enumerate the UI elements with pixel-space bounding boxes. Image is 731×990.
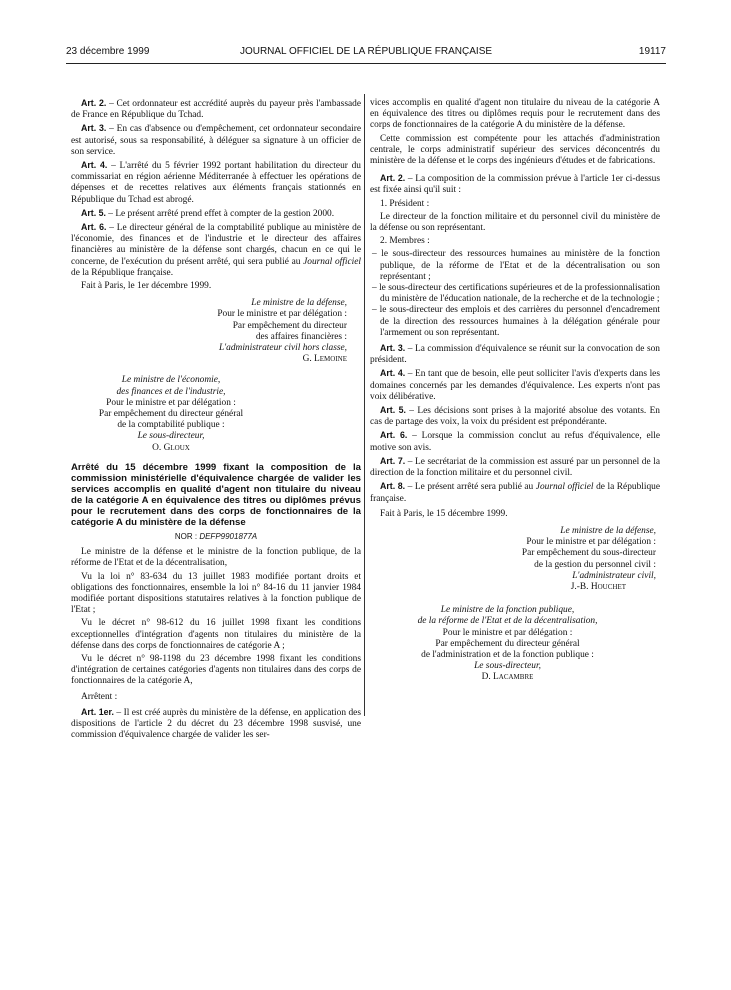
right-column [370, 98, 660, 684]
article-4-right: Art. 4. – En tant que de besoin, elle peut solliciter l'avis d'experts dans les domaines concernés par les demandes d'équivalence. Les experts n'ont pas voix délibérative. [370, 368, 660, 402]
list-item: – le sous-directeur des ressources humaines au ministère de la fonction publique, de la réforme de l'Etat et de la décentralisation ou son représentant ; [372, 249, 660, 282]
header-date: 23 décembre 1999 [66, 46, 150, 57]
done-at: Fait à Paris, le 1er décembre 1999. [81, 281, 212, 292]
commission-competence: Cette commission est compétente pour les attachés d'administration centrale, le corps administratif supérieur des services déconcentrés du ministère de la défense et le corps des ingénieurs d'études et de fabrications. [370, 133, 660, 167]
signature-block-defense: Le ministre de la défense, Pour le ministre et par délégation : Par empêchement du directeur des affaires financières : L'administrateur civil hors classe, G. Lemoine [217, 298, 347, 365]
left-column [71, 98, 361, 743]
article-4: Art. 4. – L'arrêté du 5 février 1992 portant habilitation du directeur du commissariat en région aérienne Méditerranée à effectuer les opérations de dépenses et de recettes relatives aux éléments français stationnés en République du Tchad est abrogé. [71, 160, 361, 205]
article-5: Art. 5. – Le présent arrêté prend effet à compter de la gestion 2000. [81, 207, 335, 219]
list-item: – le sous-directeur des emplois et des carrières du personnel d'encadrement de la direction des ressources humaines à la délégation générale pour l'armement ou son représentant. [372, 305, 660, 338]
president-heading: 1. Président : [380, 198, 430, 209]
header-page-number: 19117 [638, 46, 666, 57]
article-3: Art. 3. – En cas d'absence ou d'empêchement, cet ordonnateur secondaire est autorisé, sous sa responsabilité, à déléguer sa signature à un officier de son service. [71, 123, 361, 157]
visa-intro: Le ministre de la défense et le ministre de la fonction publique, de la réforme de l'Etat et de la décentralisation, [71, 547, 361, 569]
nor-reference: NOR : DEFP9901877A [174, 531, 258, 541]
list-item: – le sous-directeur des certifications supérieures et de la professionnalisation du ministère de l'éducation nationale, de la recherche et de la technologie ; [372, 283, 660, 305]
article-1-continued: vices accomplis en qualité d'agent non titulaire du niveau de la catégorie A en équivalence des titres ou diplômes requis pour le recrutement dans des corps de fonctionnaires de la catégorie A du ministère de la défense. [370, 98, 660, 131]
article-2-composition: Art. 2. – La composition de la commission prévue à l'article 1er ci-dessus est fixée ainsi qu'il suit : [370, 173, 661, 196]
column-divider [364, 94, 365, 716]
members-list [370, 249, 660, 339]
article-5-right: Art. 5. – Les décisions sont prises à la majorité absolue des votants. En cas de partage des voix, la voix du président est prépondérante. [370, 405, 660, 428]
header-rule [66, 63, 666, 64]
header-title: JOURNAL OFFICIEL DE LA RÉPUBLIQUE FRANÇAISE [239, 46, 493, 57]
article-7-right: Art. 7. – Le secrétariat de la commission est assuré par un personnel de la direction de la fonction militaire et du personnel civil. [370, 455, 660, 479]
visa-loi: Vu la loi n° 83-634 du 13 juillet 1983 modifiée portant droits et obligations des fonctionnaires, ensemble la loi n° 84-16 du 11 janvier 1984 modifiée portant dispositions statutaires relatives à la fonction publique de l'Etat ; [71, 571, 361, 616]
membres-heading: 2. Membres : [380, 236, 430, 247]
arrete-title: Arrêté du 15 décembre 1999 fixant la composition de la commission ministérielle d'équivalence chargée de valider les services accomplis en qualité d'agent non titulaire du niveau de la catégorie A en équivalence des titres ou diplômes prévus pour le recrutement dans des corps de fonctionnaires de la catégorie A du ministère de la défense [71, 461, 361, 528]
signature-block-economie: Le ministre de l'économie, des finances et de l'industrie, Pour le ministre et par délégation : Par empêchement du directeur général de la comptabilité publique : Le sous-directeur, O. Gloux [98, 375, 244, 453]
signature-block-defense-right: Le ministre de la défense, Pour le ministre et par délégation : Par empêchement du sous-directeur de la gestion du personnel civil : L'administrateur civil, J.-B. Houchet [521, 525, 656, 592]
done-at-right: Fait à Paris, le 15 décembre 1999. [380, 508, 508, 519]
article-1: Art. 1er. – Il est créé auprès du ministère de la défense, en application des dispositions de l'article 2 du décret du 23 décembre 1998 susvisé, une commission d'équivalence chargée de valider les ser- [71, 706, 361, 741]
signature-block-fonction-publique: Le ministre de la fonction publique, de la réforme de l'Etat et de la décentralisation, Pour le ministre et par délégation : Par empêchement du directeur général de l'administration et de la fonction publique : Le sous-directeur, D. Lacambre [417, 605, 598, 683]
president-text: Le directeur de la fonction militaire et du personnel civil du ministère de la défense ou son représentant. [370, 211, 660, 234]
article-6-right: Art. 6. – Lorsque la commission conclut au refus d'équivalence, elle motive son avis. [370, 430, 660, 453]
arretent: Arrêtent : [81, 691, 118, 702]
article-8-right: Art. 8. – Le présent arrêté sera publié au Journal officiel de la République française. [370, 481, 660, 504]
visa-decret-98-612: Vu le décret n° 98-612 du 16 juillet 1998 fixant les conditions exceptionnelles d'intégration d'agents non titulaires du ministère de la défense dans des corps de fonctionnaires de catégorie A ; [71, 618, 361, 651]
page-header [66, 46, 666, 62]
article-3-right: Art. 3. – La commission d'équivalence se réunit sur la convocation de son président. [370, 343, 660, 366]
article-6: Art. 6. – Le directeur général de la comptabilité publique au ministère de l'économie, des finances et de l'industrie et le directeur des affaires financières au ministère de la défense sont chargés, chacun en ce qui le concerne, de l'exécution du présent arrêté, qui sera publié au Journal officiel de la République française. [71, 222, 361, 278]
visa-decret-98-1198: Vu le décret n° 98-1198 du 23 décembre 1998 fixant les conditions d'intégration de certaines catégories d'agents non titulaires dans des corps de fonctionnaires de la catégorie A, [71, 653, 361, 687]
article-2: Art. 2. – Cet ordonnateur est accrédité auprès du payeur près l'ambassade de France en République du Tchad. [71, 98, 361, 121]
